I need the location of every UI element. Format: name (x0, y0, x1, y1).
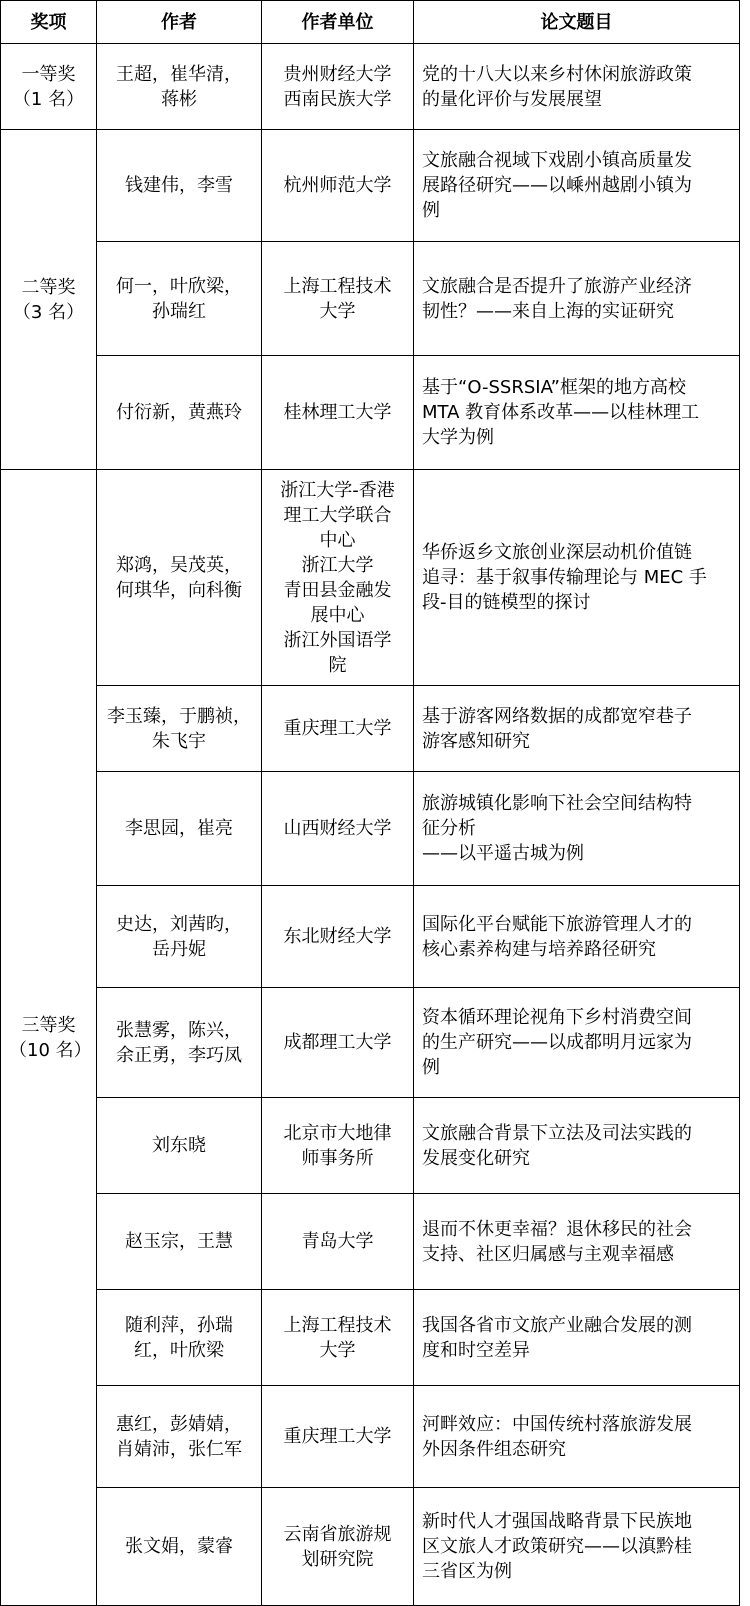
unit-cell (262, 1098, 414, 1194)
unit-cell-line: 重庆理工大学 (283, 718, 392, 739)
author-cell-line: 赵玉宗，王慧 (125, 1231, 233, 1252)
author-cell (97, 686, 262, 772)
author-cell-line: 余正勇，李巧凤 (116, 1044, 242, 1066)
title-cell-line: 例 (422, 200, 440, 221)
author-cell-line: 史达，刘茜昀， (116, 913, 242, 935)
prize-cell (1, 470, 97, 1606)
table-row (1, 130, 740, 242)
title-cell-line: 旅游城镇化影响下社会空间结构特 (422, 793, 692, 814)
title-cell-line: 区文旅人才政策研究——以滇黔桂 (422, 1536, 692, 1557)
author-cell-line: 何一，叶欣梁， (116, 275, 242, 297)
title-cell-line: 征分析 (422, 818, 476, 839)
unit-cell (262, 686, 414, 772)
title-cell-line: 资本循环理论视角下乡村消费空间 (422, 1007, 692, 1028)
unit-cell-line: 山西财经大学 (283, 818, 392, 839)
prize-cell-line: 二等奖 (21, 276, 76, 298)
author-cell-line: 付衍新，黄燕玲 (116, 402, 242, 423)
title-cell-line: 例 (422, 1057, 440, 1078)
unit-cell-line: 理工大学联合 (283, 504, 392, 526)
unit-cell (262, 1386, 414, 1488)
title-cell-line: 发展变化研究 (422, 1147, 530, 1169)
author-cell-line: 郑鸿，吴茂英， (116, 554, 242, 576)
table-row (1, 1194, 740, 1290)
title-cell-line: 游客感知研究 (422, 730, 530, 752)
author-cell (97, 356, 262, 470)
title-cell (414, 686, 740, 772)
unit-cell-line: 展中心 (310, 604, 365, 626)
table-row (1, 242, 740, 356)
author-cell (97, 1488, 262, 1606)
unit-cell-line: 划研究院 (301, 1548, 374, 1570)
header-row (1, 1, 740, 44)
title-cell-line: 追寻：基于叙事传输理论与 MEC 手 (422, 567, 707, 588)
unit-cell-line: 青田县金融发 (283, 579, 392, 601)
table-body (1, 44, 740, 1606)
author-cell (97, 988, 262, 1098)
title-cell-line: 度和时空差异 (422, 1339, 530, 1361)
unit-cell-line: 院 (328, 654, 347, 676)
title-cell-line: 支持、社区归属感与主观幸福感 (422, 1243, 674, 1265)
unit-cell (262, 772, 414, 886)
author-cell (97, 1194, 262, 1290)
unit-cell (262, 356, 414, 470)
prize-cell-line: （10 名） (9, 1039, 92, 1061)
title-cell-line: 国际化平台赋能下旅游管理人才的 (422, 913, 692, 935)
unit-cell-line: 杭州师范大学 (283, 175, 392, 196)
author-cell (97, 886, 262, 988)
title-cell (414, 1290, 740, 1386)
title-cell-line: 文旅融合视域下戏剧小镇高质量发 (422, 150, 692, 171)
table-row (1, 1488, 740, 1606)
title-cell-line: 三省区为例 (422, 1561, 512, 1582)
author-cell (97, 242, 262, 356)
author-cell (97, 470, 262, 686)
table-row (1, 1386, 740, 1488)
table-row (1, 1290, 740, 1386)
title-cell (414, 130, 740, 242)
author-cell-line: 何琪华，向科衡 (116, 579, 242, 601)
title-cell (414, 470, 740, 686)
title-cell-line: 段-目的链模型的探讨 (422, 592, 591, 613)
unit-cell-line: 青岛大学 (301, 1231, 374, 1252)
title-cell (414, 886, 740, 988)
unit-cell-line: 重庆理工大学 (283, 1426, 392, 1447)
unit-cell-line: 浙江大学 (301, 554, 374, 576)
table-row (1, 886, 740, 988)
table-row (1, 470, 740, 686)
title-cell (414, 1194, 740, 1290)
prize-cell-line: （3 名） (12, 301, 85, 323)
title-cell (414, 1386, 740, 1488)
author-cell-line: 李玉臻，于鹏祯， (107, 705, 251, 727)
title-cell-line: 的量化评价与发展展望 (422, 88, 602, 110)
prize-cell-line: 一等奖 (21, 63, 76, 85)
title-cell-line: 新时代人才强国战略背景下民族地 (422, 1511, 692, 1532)
author-cell (97, 130, 262, 242)
unit-cell (262, 1488, 414, 1606)
title-cell (414, 356, 740, 470)
title-cell-line: 外因条件组态研究 (422, 1438, 566, 1460)
author-cell-line: 朱飞宇 (152, 730, 206, 752)
author-cell-line: 随利萍，孙瑞 (125, 1314, 233, 1336)
table-row (1, 44, 740, 130)
unit-cell (262, 886, 414, 988)
unit-cell (262, 242, 414, 356)
table-row (1, 772, 740, 886)
unit-cell (262, 1290, 414, 1386)
author-cell (97, 44, 262, 130)
unit-cell-line: 大学 (319, 300, 356, 322)
author-cell-line: 李思园，崔亮 (125, 818, 233, 839)
unit-cell-line: 西南民族大学 (283, 88, 392, 110)
prize-cell (1, 44, 97, 130)
unit-cell-line: 上海工程技术 (283, 1314, 392, 1336)
unit-cell-line: 北京市大地律 (283, 1122, 392, 1144)
unit-cell-line: 东北财经大学 (283, 926, 392, 947)
title-cell-line: 退而不休更幸福？退休移民的社会 (422, 1218, 692, 1240)
author-cell-line: 惠红，彭婧婧， (116, 1413, 242, 1435)
title-cell-line: 基于游客网络数据的成都宽窄巷子 (422, 705, 692, 727)
title-cell-line: ——以平遥古城为例 (422, 843, 584, 864)
unit-cell-line: 贵州财经大学 (283, 63, 392, 85)
header-author: 作者 (97, 1, 262, 44)
unit-cell-line: 上海工程技术 (283, 275, 392, 297)
title-cell-line: 文旅融合是否提升了旅游产业经济 (422, 275, 692, 297)
unit-cell-line: 云南省旅游规 (283, 1523, 392, 1545)
header-unit: 作者单位 (262, 1, 414, 44)
author-cell-line: 王超，崔华清， (116, 63, 242, 85)
title-cell-line: 基于“O-SSRSIA”框架的地方高校 (422, 377, 686, 398)
title-cell-line: 的生产研究——以成都明月远家为 (422, 1032, 692, 1053)
unit-cell-line: 成都理工大学 (283, 1032, 392, 1053)
table-row (1, 686, 740, 772)
unit-cell (262, 470, 414, 686)
title-cell-line: 大学为例 (422, 427, 494, 448)
header-title: 论文题目 (414, 1, 740, 44)
table-row (1, 1098, 740, 1194)
author-cell-line: 张文娟，蒙睿 (125, 1536, 233, 1557)
author-cell-line: 岳丹妮 (152, 938, 206, 960)
author-cell-line: 蒋彬 (161, 88, 197, 110)
unit-cell (262, 130, 414, 242)
unit-cell (262, 1194, 414, 1290)
author-cell-line: 张慧雾，陈兴， (116, 1019, 242, 1041)
prize-cell-line: 三等奖 (21, 1014, 76, 1036)
title-cell-line: 河畔效应：中国传统村落旅游发展 (422, 1413, 692, 1435)
title-cell-line: 展路径研究——以嵊州越剧小镇为 (422, 175, 692, 196)
author-cell-line: 钱建伟，李雪 (125, 175, 233, 196)
author-cell (97, 1386, 262, 1488)
title-cell (414, 988, 740, 1098)
author-cell-line: 刘东晓 (152, 1135, 206, 1156)
title-cell-line: 华侨返乡文旅创业深层动机价值链 (422, 542, 692, 563)
unit-cell-line: 浙江外国语学 (283, 629, 392, 651)
author-cell (97, 1290, 262, 1386)
header-prize: 奖项 (1, 1, 97, 44)
unit-cell-line: 浙江大学-香港 (280, 479, 395, 501)
title-cell-line: 我国各省市文旅产业融合发展的测 (422, 1314, 692, 1336)
author-cell-line: 孙瑞红 (152, 300, 206, 322)
prize-cell-line: （1 名） (12, 88, 85, 110)
title-cell (414, 1098, 740, 1194)
title-cell (414, 772, 740, 886)
author-cell (97, 772, 262, 886)
table-row (1, 356, 740, 470)
title-cell-line: 党的十八大以来乡村休闲旅游政策 (422, 63, 692, 85)
author-cell-line: 肖婧沛，张仁军 (116, 1438, 242, 1460)
prize-cell (1, 130, 97, 470)
unit-cell (262, 988, 414, 1098)
unit-cell-line: 中心 (319, 529, 356, 551)
title-cell-line: 韧性？——来自上海的实证研究 (422, 300, 674, 322)
title-cell-line: MTA 教育体系改革——以桂林理工 (422, 402, 700, 423)
title-cell (414, 242, 740, 356)
author-cell (97, 1098, 262, 1194)
unit-cell (262, 44, 414, 130)
unit-cell-line: 大学 (319, 1339, 356, 1361)
title-cell (414, 44, 740, 130)
title-cell (414, 1488, 740, 1606)
table-row (1, 988, 740, 1098)
title-cell-line: 核心素养构建与培养路径研究 (422, 938, 656, 960)
title-cell-line: 文旅融合背景下立法及司法实践的 (422, 1122, 692, 1144)
author-cell-line: 红，叶欣梁 (134, 1339, 224, 1361)
unit-cell-line: 师事务所 (301, 1147, 374, 1169)
unit-cell-line: 桂林理工大学 (283, 402, 392, 423)
